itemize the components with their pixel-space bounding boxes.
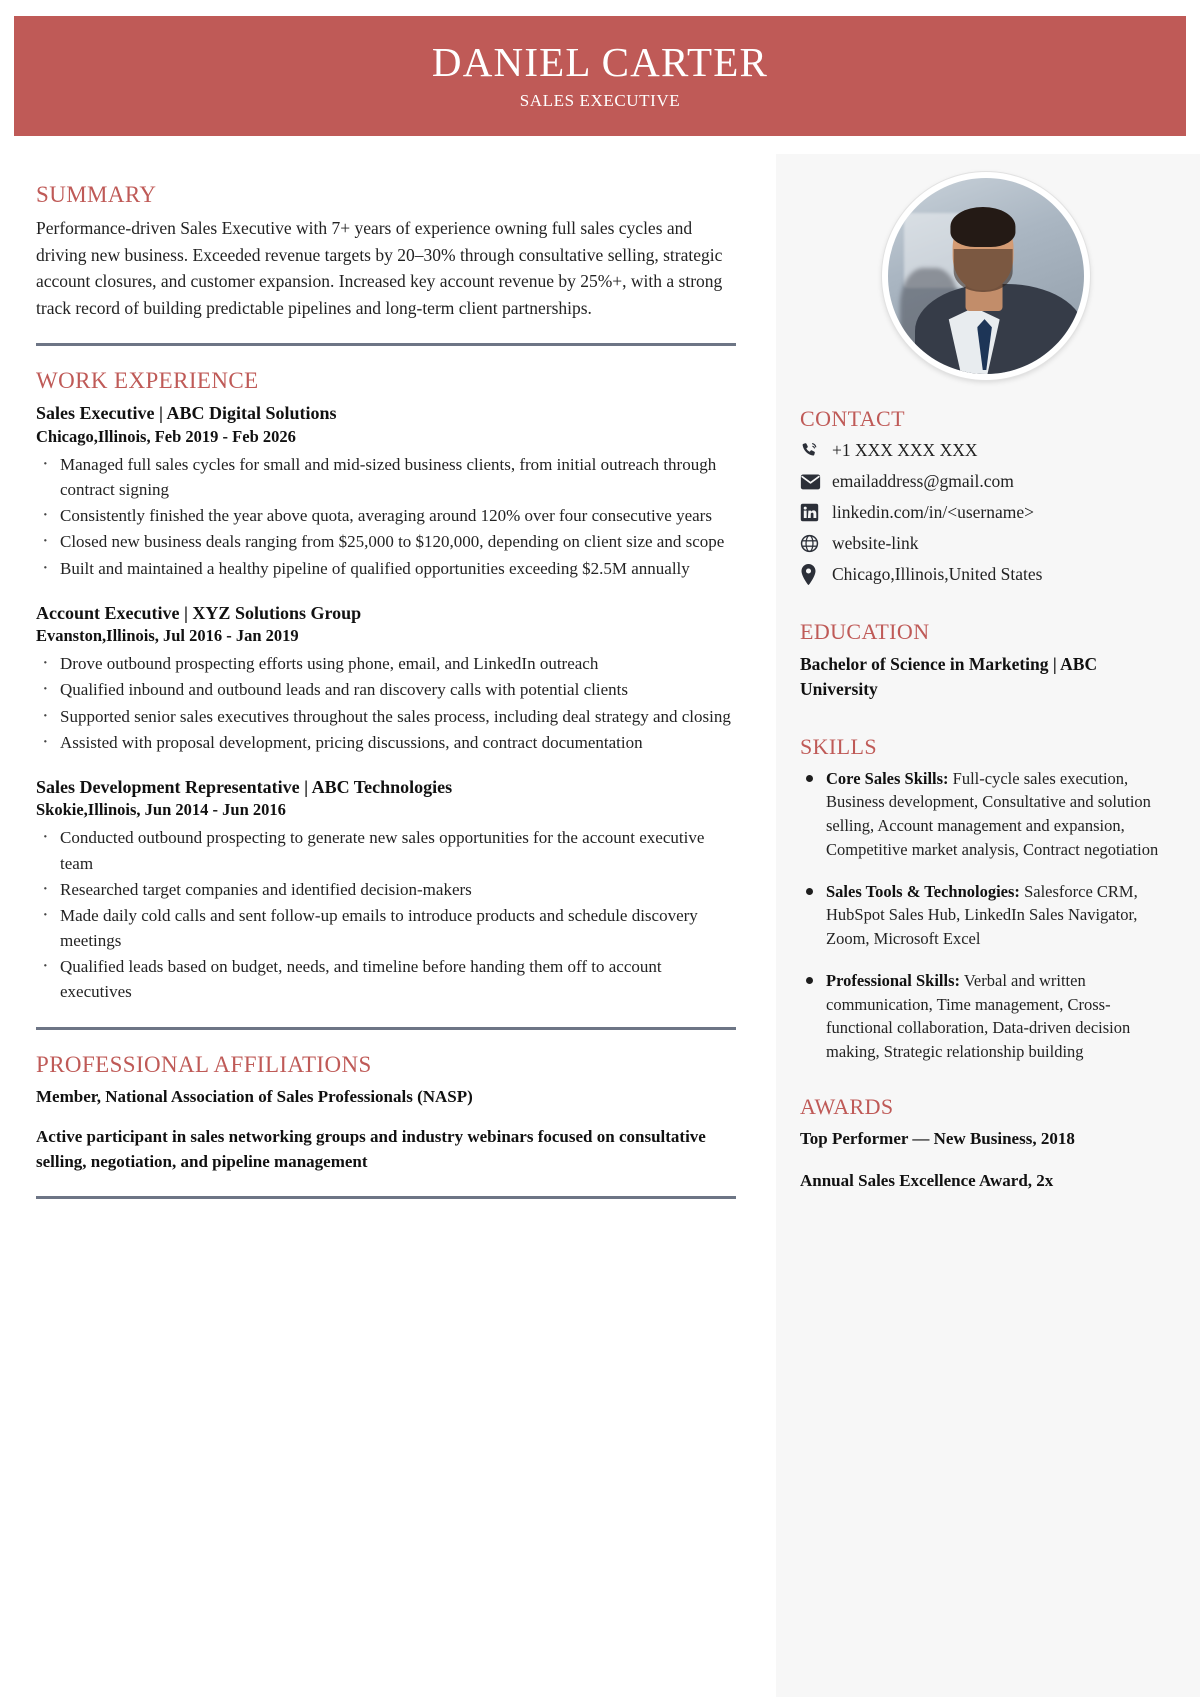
job-bullets xyxy=(36,651,736,755)
skills-list xyxy=(800,767,1172,1064)
candidate-name: DANIEL CARTER xyxy=(431,39,769,86)
job-bullet: · Managed full sales cycles for small and mid-sized business clients, from initial outreach through contract signing xyxy=(36,452,736,502)
job-bullets xyxy=(36,825,736,1004)
location-pin-icon xyxy=(800,563,826,585)
job-location-dates: Chicago,Illinois, Feb 2019 - Feb 2026 xyxy=(36,426,296,446)
profile-photo-wrap xyxy=(800,154,1172,404)
job-bullet: · Researched target companies and identified decision-makers xyxy=(36,877,736,902)
job-role: Sales Executive | ABC Digital Solutions xyxy=(36,403,337,424)
contact-value-website: website-link xyxy=(832,532,919,553)
summary-heading: SUMMARY xyxy=(36,182,157,207)
awards-section xyxy=(800,1094,1172,1193)
job-bullet: · Conducted outbound prospecting to generate new sales opportunities for the account executive team xyxy=(36,825,736,875)
job-bullet: · Made daily cold calls and sent follow-up emails to introduce products and schedule discovery meetings xyxy=(36,903,736,953)
job-bullet: · Closed new business deals ranging from $25,000 to $120,000, depending on client size and scope xyxy=(36,529,736,554)
skill-group xyxy=(800,969,1172,1064)
contact-section xyxy=(800,406,1172,585)
contact-row-linkedin[interactable] xyxy=(800,501,1172,523)
job-entry xyxy=(36,775,736,1005)
contact-row-email[interactable] xyxy=(800,470,1172,492)
divider-bottom xyxy=(36,1196,736,1199)
contact-value-email: emailaddress@gmail.com xyxy=(832,470,1014,491)
skill-group xyxy=(800,880,1172,951)
contact-row-phone[interactable] xyxy=(800,439,1172,461)
job-bullet: · Consistently finished the year above quota, averaging around 120% over four consecutive years xyxy=(36,503,736,528)
education-section xyxy=(800,619,1172,702)
summary-text: Performance-driven Sales Executive with 7+ years of experience owning full sales cycles and driving new business. Exceeded revenue targets by 20–30% through consultative selling, strategic account closures, and customer expansion. Increased key account revenue by 25%+, with a strong track record of building predictable pipelines and long-term client partnerships. xyxy=(36,218,723,318)
photo-beard xyxy=(954,249,1013,292)
skills-heading: SKILLS xyxy=(800,733,877,759)
header-banner xyxy=(14,16,1186,136)
awards-heading: AWARDS xyxy=(800,1093,894,1119)
job-bullet: · Drove outbound prospecting efforts using phone, email, and LinkedIn outreach xyxy=(36,651,736,676)
main-column xyxy=(0,154,776,1697)
sidebar-content xyxy=(800,404,1172,1193)
contact-value-location: Chicago,Illinois,United States xyxy=(832,563,1043,584)
job-role: Account Executive | XYZ Solutions Group xyxy=(36,602,362,623)
job-location-dates: Evanston,Illinois, Jul 2016 - Jan 2019 xyxy=(36,626,299,646)
skill-group-label: Professional Skills: xyxy=(826,970,961,990)
work-experience-section xyxy=(36,368,736,1004)
job-entry xyxy=(36,601,736,755)
divider-after-work xyxy=(36,1027,736,1030)
job-bullet: · Built and maintained a healthy pipeline of qualified opportunities exceeding $2.5M annually xyxy=(36,556,736,581)
job-location-dates: Skokie,Illinois, Jun 2014 - Jun 2016 xyxy=(36,800,286,820)
job-bullet: · Qualified inbound and outbound leads and ran discovery calls with potential clients xyxy=(36,677,736,702)
job-bullets xyxy=(36,452,736,581)
profile-photo xyxy=(888,178,1084,374)
job-bullet: · Assisted with proposal development, pricing discussions, and contract documentation xyxy=(36,730,736,755)
affiliation-item: Active participant in sales networking groups and industry webinars focused on consultative selling, negotiation, and pipeline management xyxy=(36,1127,706,1171)
job-role: Sales Development Representative | ABC Technologies xyxy=(36,776,453,797)
contact-heading: CONTACT xyxy=(800,406,905,431)
divider-after-summary xyxy=(36,343,736,346)
affiliations-section xyxy=(36,1052,736,1175)
skill-group-text: Salesforce CRM, HubSpot Sales Hub, LinkedIn Sales Navigator, Zoom, Microsoft Excel xyxy=(826,881,1138,949)
summary-section xyxy=(36,182,736,321)
job-bullet: · Supported senior sales executives throughout the sales process, including deal strategy and closing xyxy=(36,704,736,729)
job-entry xyxy=(36,401,736,580)
globe-icon xyxy=(800,532,826,554)
sidebar-column xyxy=(776,154,1200,1697)
award-item: Annual Sales Excellence Award, 2x xyxy=(800,1170,1054,1190)
affiliations-heading: PROFESSIONAL AFFILIATIONS xyxy=(36,1051,372,1077)
photo-hair xyxy=(950,207,1015,246)
education-degree: Bachelor of Science in Marketing | ABC University xyxy=(800,654,1098,699)
work-experience-heading: WORK EXPERIENCE xyxy=(36,368,259,394)
candidate-job-title: SALES EXECUTIVE xyxy=(519,90,681,110)
skill-group-text: Full-cycle sales execution, Business development, Consultative and solution selling, Account management and expansion, Competitive market analysis, Contract negotiation xyxy=(826,768,1159,859)
skills-section xyxy=(800,734,1172,1064)
contact-row-website[interactable] xyxy=(800,532,1172,554)
phone-icon xyxy=(800,439,826,461)
contact-value-linkedin: linkedin.com/in/<username> xyxy=(832,501,1034,522)
body-columns xyxy=(0,154,1200,1697)
affiliation-item: Member, National Association of Sales Professionals (NASP) xyxy=(36,1086,473,1106)
skill-group xyxy=(800,767,1172,862)
linkedin-icon xyxy=(800,501,826,523)
envelope-icon xyxy=(800,470,826,492)
education-heading: EDUCATION xyxy=(800,619,930,644)
skill-group-label: Core Sales Skills: xyxy=(826,768,949,788)
award-item: Top Performer — New Business, 2018 xyxy=(800,1128,1075,1148)
contact-row-location[interactable] xyxy=(800,563,1172,585)
skill-group-text: Verbal and written communication, Time management, Cross-functional collaboration, Data-driven decision making, Strategic relationship building xyxy=(826,970,1131,1062)
skill-group-label: Sales Tools & Technologies: xyxy=(826,881,1020,901)
contact-value-phone: +1 XXX XXX XXX xyxy=(832,439,978,460)
job-bullet: · Qualified leads based on budget, needs, and timeline before handing them off to account executives xyxy=(36,954,736,1004)
profile-photo-ring xyxy=(882,172,1090,380)
